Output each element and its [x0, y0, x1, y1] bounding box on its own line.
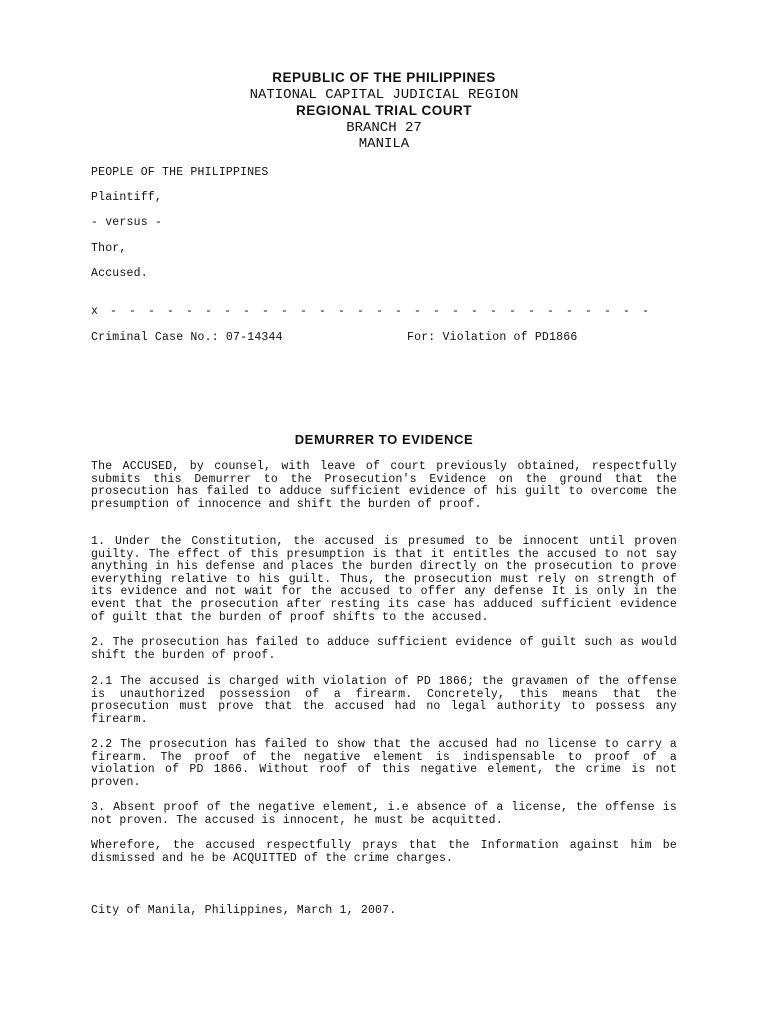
- paragraph-1: 1. Under the Constitution, the accused is presumed to be innocent until proven guilty. The effect of this presumption is that it entitles the accused to not say anything in his defense and places the burden directly on the prosecution to prove everything relative to his guilt. Thus, the prosecution must rely on strength of its evidence and not wait for the accused to offer any defense It is only in the event that the prosecution after resting its case has adduced sufficient evidence of guilt that the burden of proof shifts to the accused.: [91, 535, 677, 624]
- wherefore-paragraph: Wherefore, the accused respectfully prays that the Information against him be dismissed and he be ACQUITTED of the crime charges.: [91, 839, 677, 865]
- caption-divider: x - - - - - - - - - - - - - - - - - - - - - - - - - - - - -: [91, 305, 652, 318]
- intro-paragraph: The ACCUSED, by counsel, with leave of court previously obtained, respectfully submits this Demurrer to the Prosecution's Evidence on the ground that the prosecution has failed to adduce sufficient evidence of his guilt to overcome the presumption of innocence and shift the burden of proof.: [91, 460, 677, 511]
- case-info-row: [91, 331, 691, 344]
- party-people: PEOPLE OF THE PHILIPPINES: [91, 166, 269, 179]
- case-violation: For: Violation of PD1866: [407, 331, 578, 344]
- paragraph-2-2: 2.2 The prosecution has failed to show that the accused had no license to carry a firearm. The proof of the negative element is indispensable to proof of a violation of PD 1866. Without roof of this negative element, the crime is not proven.: [91, 738, 677, 789]
- party-accused-label: Accused.: [91, 267, 148, 280]
- header-court: REGIONAL TRIAL COURT: [295, 103, 472, 118]
- header-republic: REPUBLIC OF THE PHILIPPINES: [272, 70, 496, 85]
- versus-label: - versus -: [91, 216, 163, 229]
- place-and-date: City of Manila, Philippines, March 1, 2007.: [91, 904, 397, 917]
- party-accused-name: Thor,: [91, 242, 127, 255]
- header-city: MANILA: [358, 136, 410, 152]
- header-branch: BRANCH 27: [346, 119, 422, 136]
- header-region: NATIONAL CAPITAL JUDICIAL REGION: [249, 86, 519, 103]
- paragraph-3: 3. Absent proof of the negative element, i.e absence of a license, the offense is not proven. The accused is innocent, he must be acquitted.: [91, 801, 677, 827]
- paragraph-2: 2. The prosecution has failed to adduce sufficient evidence of guilt such as would shift the burden of proof.: [91, 636, 677, 662]
- party-plaintiff-label: Plaintiff,: [91, 191, 163, 204]
- court-header: [0, 70, 768, 153]
- paragraph-2-1: 2.1 The accused is charged with violation of PD 1866; the gravamen of the offense is unauthorized possession of a firearm. Concretely, this means that the prosecution must prove that the accused had no legal authority to possess any firearm.: [91, 675, 677, 726]
- document-title: DEMURRER TO EVIDENCE: [294, 432, 474, 447]
- case-number: Criminal Case No.: 07-14344: [91, 331, 283, 344]
